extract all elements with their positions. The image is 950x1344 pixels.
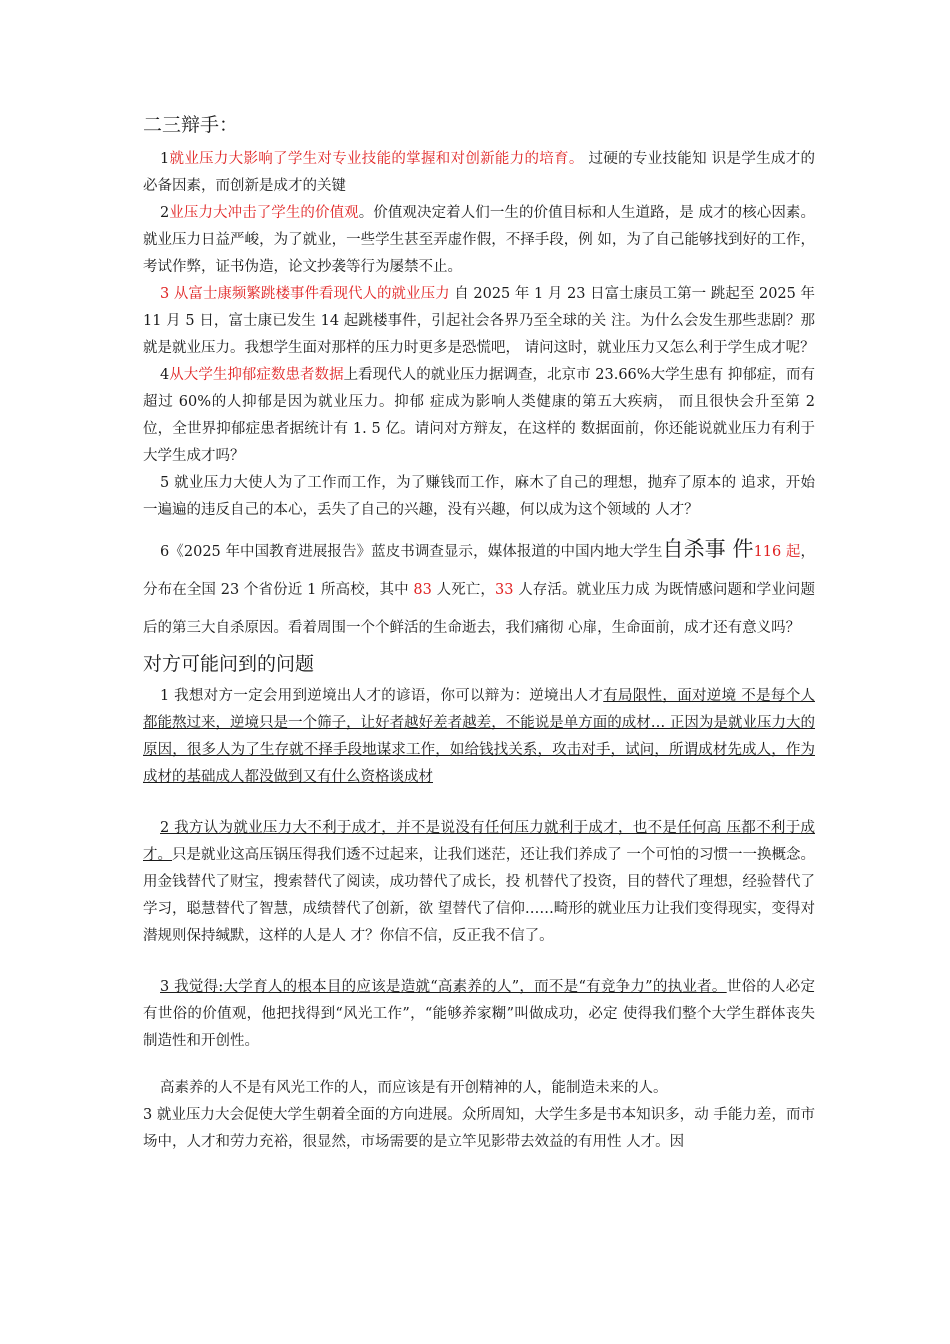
heading-debaters: 二三辩手：	[143, 114, 239, 136]
document-body	[143, 110, 815, 1156]
spacer	[143, 791, 815, 815]
p2-text: 。价值观决定着人们一生的价值目标和人生道路，是 成才的核心因素。就业压力日益严峻，为了就业，一些学生甚至弄虚作假，不择手段，例 如，为了自己能够找到好的工作，考试作弊，证书伪造，论文抄袭等行为屡禁不止。	[143, 205, 815, 275]
paragraph-1	[143, 146, 815, 200]
paragraph-2	[143, 200, 815, 281]
p1-text: 过硬的专业技能知 识是学生成才的必备因素，而创新是成才的关键	[143, 151, 815, 194]
question-3	[143, 974, 815, 1055]
q3-text: 世俗的人必定有世俗的价值观，他把找得到“风光工作”，“能够养家糊”叫做成功，必定 使得我们整个大学生群体丧失制造性和开创性。	[143, 979, 816, 1049]
p4-highlight: 从大学生抑郁症数患者数据	[169, 367, 344, 383]
question-1	[143, 683, 815, 791]
p6-text-d: 人存活。就业压力成 为既情感问题和学业问题后的第三大自杀原因。看着周围一个个鲜活的生命逝去，我们痛彻 心扉，生命面前，成才还有意义吗？	[143, 582, 815, 636]
paragraph-5: 5 就业压力大使人为了工作而工作，为了赚钱而工作，麻木了自己的理想，抛弃了原本的 追求，开始一遍遍的违反自己的本心，丢失了自己的兴趣，没有兴趣，何以成为这个领域的 人才？	[143, 475, 815, 518]
heading-questions: 对方可能问到的问题	[143, 653, 315, 675]
spacer	[143, 1055, 815, 1075]
p3-highlight: 3 从富士康频繁跳楼事件看现代人的就业压力	[160, 286, 450, 302]
paragraph-7: 高素养的人不是有风光工作的人，而应该是有开创精神的人，能制造未来的人。	[160, 1080, 668, 1096]
p6-big-text: 自杀事 件	[662, 537, 754, 561]
p4-text: 上看现代人的就业压力据调查，北京市 23.66%大学生患有 抑郁症，而有超过 60%的人抑郁是因为就业压力。抑郁 症成为影响人类健康的第五大疾病， 而且很快会升至第 2 位，全世界抑郁症患者据统计有 1. 5 亿。请问对方辩友，在这样的 数据面前，你还能说就业压力有利于大学生成才吗？	[143, 367, 816, 464]
p4-number: 4	[160, 367, 170, 383]
spacer	[143, 950, 815, 974]
question-2	[143, 815, 815, 950]
p3-text: 自 2025 年 1 月 23 日富士康员工第一 跳起至 2025 年 11 月 5 日，富士康已发生 14 起跳楼事件，引起社会各界乃至全球的关 注。为什么会发生那些悲剧？那就是就业压力。我想学生面对那样的压力时更多是恐慌吧， 请问这时，就业压力又怎么利于学生成才呢？	[143, 286, 815, 356]
p2-number: 2	[160, 205, 170, 221]
p6-number-3: 33	[495, 582, 514, 598]
p1-highlight: 就业压力大影响了学生对专业技能的掌握和对创新能力的培育。	[169, 151, 584, 167]
p6-number-1: 116 起	[753, 544, 801, 560]
p6-text-b: ，分布在全国 23 个省份近 1 所高校，其中	[143, 544, 815, 598]
q2-text: 只是就业这高压锅压得我们透不过起来，让我们迷茫，还让我们养成了 一个可怕的习惯一一换概念。用金钱替代了财宝，搜索替代了阅读，成功替代了成长，投 机替代了投资，目的替代了理想，经验替代了学习，聪慧替代了智慧，成绩替代了创新，欲 望替代了信仰……畸形的就业压力让我们变得现实，变得对潜规则保持缄默，这样的人是人 才？你信不信，反正我不信了。	[143, 847, 816, 944]
p6-text-a: 6《2025 年中国教育进展报告》蓝皮书调查显示，媒体报道的中国内地大学生	[160, 544, 663, 560]
p2-highlight: 业压力大冲击了学生的价值观	[169, 205, 359, 221]
paragraph-4	[143, 362, 815, 470]
q1-text: 1 我想对方一定会用到逆境出人才的谚语，你可以辩为：逆境出人才	[160, 688, 604, 704]
q1-underlined: 有局限性，面对逆境 不是每个人都能熬过来，逆境只是一个筛子，让好者越好差者越差，不能说是单方面的成材… 正因为是就业压力大的原因，很多人为了生存就不择手段地谋求工作，如给钱找关系，攻击对手，试问，所谓成材先成人，作为成材的基础成人都没做到又有什么资格谈成材	[143, 688, 815, 785]
paragraph-6	[143, 530, 815, 647]
p6-text-c: 人死亡，	[431, 582, 496, 598]
q2-underlined: 2 我方认为就业压力大不利于成才，并不是说没有任何压力就利于成才，也不是任何高 压都不利于成才。	[143, 820, 815, 863]
p1-number: 1	[160, 151, 170, 167]
paragraph-3	[143, 281, 815, 362]
q3-underlined: 3 我觉得:大学育人的根本目的应该是造就“高素养的人”，而不是“有竞争力”的执业者。	[160, 979, 727, 995]
paragraph-8: 3 就业压力大会促使大学生朝着全面的方向进展。众所周知，大学生多是书本知识多，动 手能力差，而市场中，人才和劳力充裕，很显然，市场需要的是立竿见影带去效益的有用性 人才。因	[143, 1107, 815, 1150]
p6-number-2: 83	[413, 582, 432, 598]
